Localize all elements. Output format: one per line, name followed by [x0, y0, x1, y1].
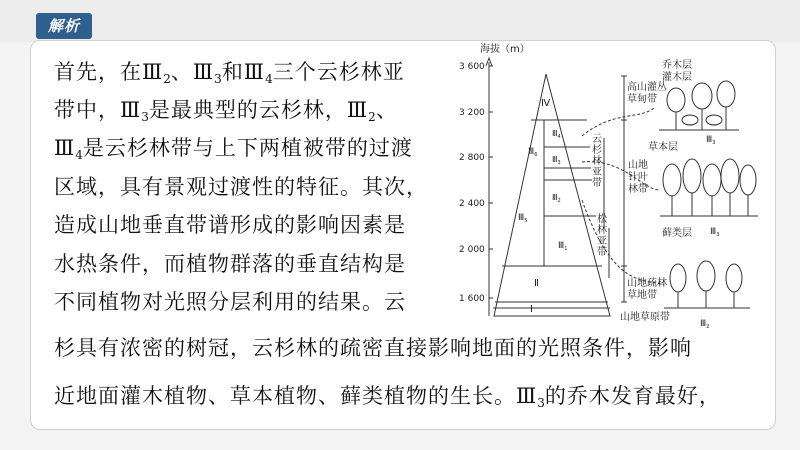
zone-labels: [518, 98, 567, 315]
y-axis: [459, 42, 530, 316]
conifer-belt-label-3: 林带: [628, 184, 648, 195]
tick-label: 2 400: [459, 199, 485, 209]
panel-label-2: $Ⅲ_3$: [710, 227, 720, 238]
herb-layer-label: 草本层: [648, 142, 678, 153]
panel-label-3: $Ⅲ_2$: [700, 319, 710, 330]
moss-layer-label: 藓类层: [662, 228, 692, 239]
header-bar: [0, 0, 800, 42]
zone-III1: $Ⅲ_1$: [558, 241, 568, 252]
alpine-belt-label-2: 草甸带: [627, 94, 657, 105]
text-line-1: 首先，在$Ⅲ_2$、$Ⅲ_3$和$Ⅲ_4$三个云杉林亚: [54, 60, 405, 86]
y-axis-title: 海拔（m）: [480, 44, 530, 55]
zone-II: Ⅱ: [534, 278, 539, 289]
tick-label: 2 800: [459, 153, 485, 163]
zone-III5: $Ⅲ_5$: [518, 213, 528, 224]
analysis-tag: 解析: [36, 13, 92, 39]
alpine-belt-label-1: 高山灌丛: [627, 82, 667, 93]
zone-IV: Ⅳ: [541, 98, 551, 109]
text-line-4: 区域，具有景观过渡性的特征。其次，: [54, 175, 428, 199]
spruce-subzone-label: 云杉林亚带: [592, 134, 602, 189]
tick-label: 2 000: [459, 245, 485, 255]
conifer-belt-label-1: 山地: [628, 160, 648, 171]
belt-brackets: [604, 76, 627, 302]
zone-III6: $Ⅲ_6$: [528, 147, 538, 158]
zone-I: Ⅰ: [530, 304, 533, 315]
open-forest-belt-label-2: 草地带: [627, 290, 657, 301]
vegetation-panel-spruce: [660, 159, 758, 216]
vegetation-zone-figure: [459, 40, 764, 332]
tick-label: 3 200: [459, 108, 485, 118]
tick-label: 1 600: [459, 294, 485, 304]
steppe-belt-label: 山地草原带: [620, 312, 670, 323]
text-line-5: 造成山地垂直带谱形成的影响因素是: [54, 213, 406, 237]
text-line-7: 不同植物对光照分层利用的结果。云: [54, 290, 406, 314]
shrub-layer-label: 灌木层: [662, 72, 692, 83]
conifer-belt-label-2: 针叶: [628, 172, 648, 183]
text-line-2: 带中，$Ⅲ_3$是最典型的云杉林，$Ⅲ_2$、: [54, 98, 398, 124]
open-forest-belt-label-1: 山地疏林: [627, 278, 667, 289]
text-line-6: 水热条件，而植物群落的垂直结构是: [54, 252, 406, 276]
panel-label-1: $Ⅲ_3$: [706, 135, 716, 146]
text-line-8: 杉具有浓密的树冠，云杉林的疏密直接影响地面的光照条件，影响: [54, 336, 692, 360]
tree-layer-label: 乔木层: [662, 60, 692, 71]
text-line-9: 近地面灌木植物、草本植物、藓类植物的生长。$Ⅲ_3$的乔木发育最好，: [54, 384, 721, 410]
pine-subzone-label: 松林亚带: [597, 214, 607, 258]
zone-III2: $Ⅲ_2$: [552, 193, 561, 204]
zone-III4: $Ⅲ_4$: [552, 129, 561, 140]
text-line-3: $Ⅲ_4$是云杉林带与上下两植被带的过渡: [54, 136, 413, 162]
vegetation-panel-open-forest: [664, 261, 750, 308]
vegetation-panel-alpine: [659, 81, 739, 130]
zone-III3: $Ⅲ_3$: [552, 155, 561, 166]
tick-label: 3 600: [459, 62, 485, 72]
